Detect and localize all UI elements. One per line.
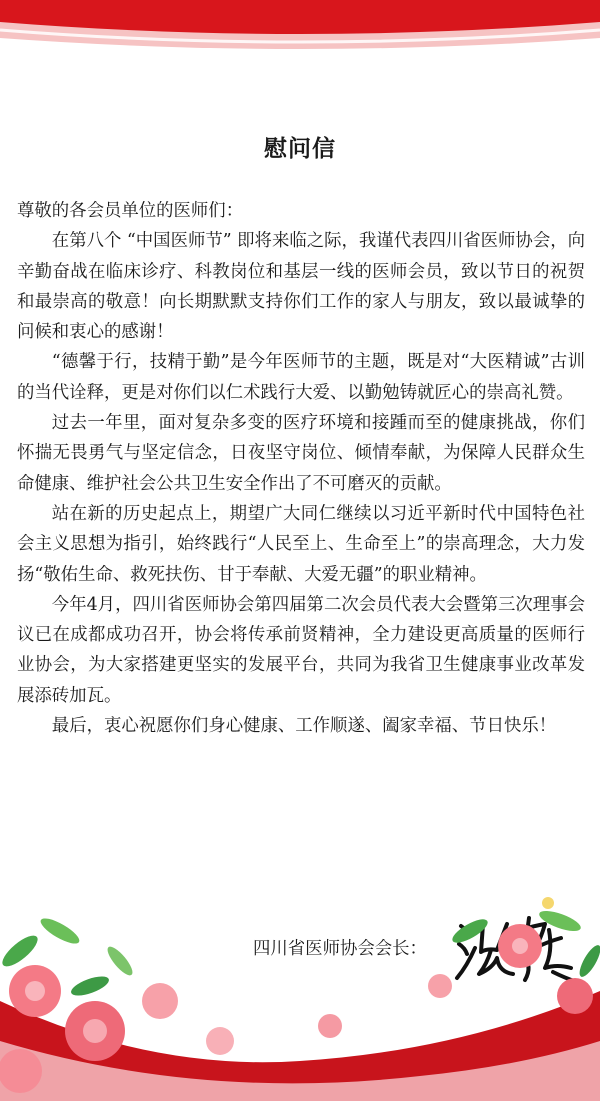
flower-left-3 bbox=[142, 983, 178, 1019]
letter-body bbox=[17, 196, 585, 741]
flower-right-bud bbox=[542, 897, 554, 909]
leaf-right-3 bbox=[576, 942, 600, 979]
leaf-right-1 bbox=[449, 915, 491, 947]
letter-title: 慰问信 bbox=[264, 135, 336, 162]
flower-left-4 bbox=[0, 1049, 42, 1093]
signer-title: 四川省医师协会会长： bbox=[253, 939, 427, 959]
flower-center-2 bbox=[318, 1014, 342, 1038]
leaf-left-4 bbox=[104, 943, 136, 978]
paragraph-5: 今年4月，四川省医师协会第四届第二次会员代表大会暨第三次理事会议已在成都成功召开，协会将传承前贤精神，全力建设更高质量的医师行业协会，为大家搭建更坚实的发展平台，共同为我省卫生健康事业改革发展添砖加瓦。 bbox=[17, 594, 585, 706]
paragraph-6: 最后，衷心祝愿你们身心健康、工作顺遂、阖家幸福、节日快乐！ bbox=[51, 716, 557, 737]
leaf-left-2 bbox=[37, 914, 82, 948]
flower-left-1-center bbox=[25, 981, 45, 1001]
footer-decoration bbox=[0, 891, 600, 1101]
flower-right-2 bbox=[557, 978, 593, 1014]
paragraph-1: 在第八个 “中国医师节” 即将来临之际，我谨代表四川省医师协会，向辛勤奋战在临床诊疗、科教岗位和基层一线的医师会员，致以节日的祝贺和最崇高的敬意！向长期默默支持你们工作的家人与朋友，致以最诚挚的问候和衷心的感谢！ bbox=[17, 231, 585, 343]
paragraph-3: 过去一年里，面对复杂多变的医疗环境和接踵而至的健康挑战，你们怀揣无畏勇气与坚定信念，日夜坚守岗位、倾情奉献，为保障人民群众生命健康、维护社会公共卫生安全作出了不可磨灭的贡献。 bbox=[17, 413, 585, 494]
flower-right-1-center bbox=[512, 938, 528, 954]
leaf-right-2 bbox=[537, 907, 583, 935]
leaf-left-3 bbox=[69, 973, 111, 1000]
paragraph-2: “德馨于行，技精于勤”是今年医师节的主题，既是对“大医精诚”古训的当代诠释，更是对你们以仁术践行大爱、以勤勉铸就匠心的崇高礼赞。 bbox=[17, 352, 585, 403]
flower-right-3 bbox=[428, 974, 452, 998]
paragraph-4: 站在新的历史起点上，期望广大同仁继续以习近平新时代中国特色社会主义思想为指引，始终践行“人民至上、生命至上”的崇高理念，大力发扬“敬佑生命、救死扶伤、甘于奉献、大爱无疆”的职业精神。 bbox=[17, 503, 585, 585]
flower-center-1 bbox=[206, 1027, 234, 1055]
header-decoration bbox=[0, 0, 600, 60]
salutation: 尊敬的各会员单位的医师们： bbox=[17, 201, 244, 221]
flower-left-2-center bbox=[83, 1019, 107, 1043]
